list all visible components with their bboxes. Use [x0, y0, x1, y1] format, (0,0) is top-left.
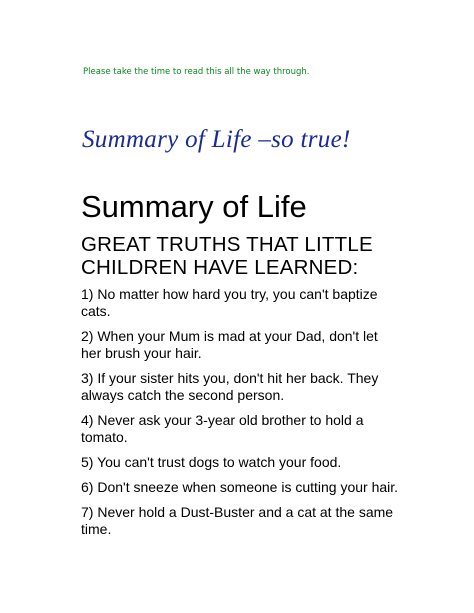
list-item: 7) Never hold a Dust-Buster and a cat at the same time.	[81, 504, 394, 537]
decorative-title: Summary of Life –so true!	[82, 126, 351, 153]
list-item: 5) You can't trust dogs to watch your food.	[81, 454, 342, 470]
list-item: 4) Never ask your 3-year old brother to hold a tomato.	[81, 412, 364, 445]
section-heading: GREAT TRUTHS THAT LITTLE CHILDREN HAVE LEARNED:	[81, 233, 373, 279]
truths-list	[81, 286, 401, 546]
list-item: 6) Don't sneeze when someone is cutting your hair.	[81, 479, 399, 495]
page-title: Summary of Life	[81, 189, 307, 224]
reading-note: Please take the time to read this all the way through.	[83, 67, 310, 77]
list-item: 2) When your Mum is mad at your Dad, don't let her brush your hair.	[81, 328, 378, 361]
list-item: 1) No matter how hard you try, you can't baptize cats.	[81, 286, 378, 319]
list-item: 3) If your sister hits you, don't hit her back. They always catch the second person.	[81, 370, 379, 403]
